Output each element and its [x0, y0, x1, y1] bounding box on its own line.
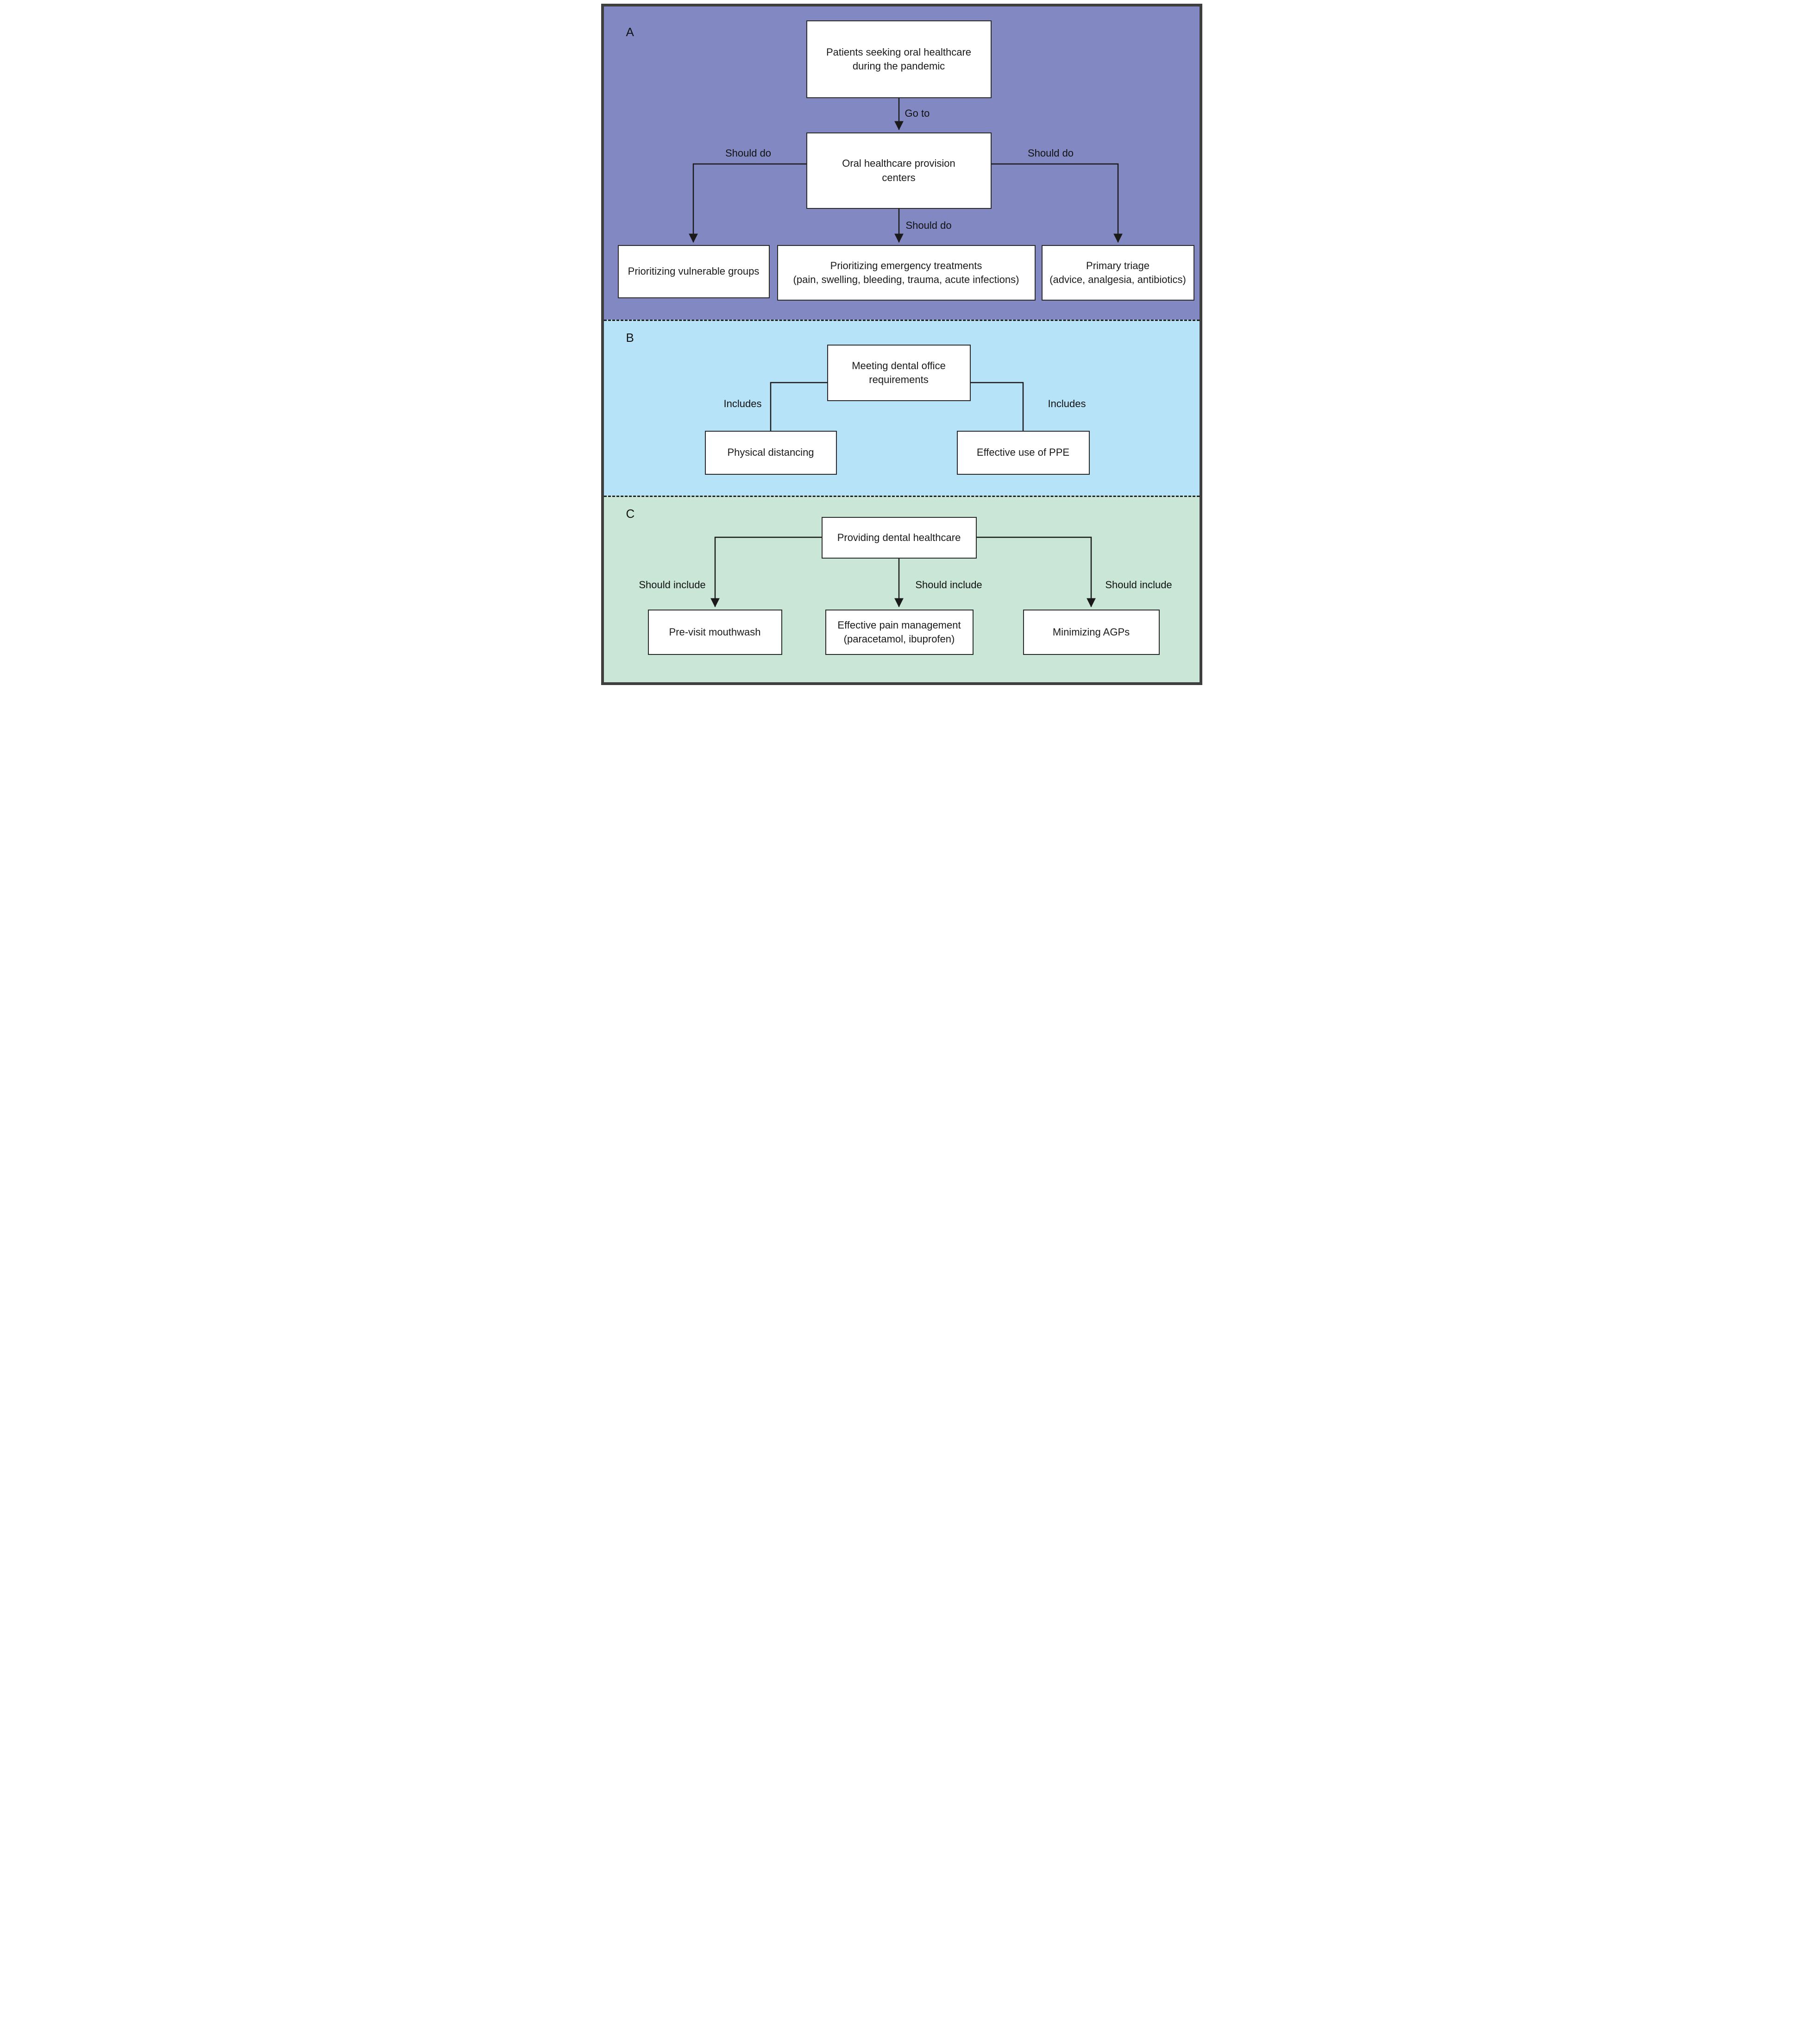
panel-b-label: B [626, 331, 634, 345]
minimizing-agps-box [1023, 610, 1160, 655]
edge-label-should-do-center: Should do [905, 220, 952, 231]
edge-label-includes-left: Includes [723, 398, 762, 409]
dental-office-requirements-box-line-1: Meeting dental office [852, 359, 946, 371]
providing-dental-healthcare-box [822, 517, 977, 559]
pain-management-box-line-1: Effective pain management [837, 619, 961, 631]
ppe-box-line-1: Effective use of PPE [976, 447, 1070, 459]
edge-label-should-include-center: Should include [915, 579, 982, 591]
edge-label-includes-right: Includes [1048, 398, 1086, 409]
primary-triage-box [1042, 245, 1194, 301]
pre-visit-mouthwash-box-line-1: Pre-visit mouthwash [669, 626, 761, 638]
patients-box-line-1: Patients seeking oral healthcare [826, 46, 972, 58]
physical-distancing-box-line-1: Physical distancing [727, 447, 814, 459]
patients-box-line-2: during the pandemic [852, 60, 945, 72]
edge-label-should-do-left: Should do [725, 147, 772, 159]
pain-management-box-line-2: (paracetamol, ibuprofen) [843, 633, 955, 645]
providing-dental-healthcare-box-line-1: Providing dental healthcare [837, 531, 961, 543]
vulnerable-groups-box-line-1: Prioritizing vulnerable groups [628, 265, 760, 277]
vulnerable-groups-box [618, 245, 770, 298]
pain-management-box [825, 610, 974, 655]
edge-label-should-include-left: Should include [639, 579, 706, 591]
centers-box-line-1: Oral healthcare provision [842, 157, 955, 170]
centers-box [806, 132, 992, 209]
patients-box [806, 20, 992, 98]
minimizing-agps-box-line-1: Minimizing AGPs [1052, 626, 1130, 638]
flowchart [601, 4, 1202, 685]
dental-office-requirements-box [827, 345, 971, 401]
centers-box-line-2: centers [882, 171, 916, 183]
edge-label-should-include-right: Should include [1105, 579, 1172, 591]
emergency-treatments-box-line-1: Prioritizing emergency treatments [830, 259, 982, 271]
edge-label-should-do-right: Should do [1027, 147, 1074, 159]
primary-triage-box-line-2: (advice, analgesia, antibiotics) [1049, 274, 1186, 285]
primary-triage-box-line-1: Primary triage [1086, 259, 1150, 271]
dental-office-requirements-box-line-2: requirements [869, 374, 929, 385]
emergency-treatments-box [777, 245, 1036, 301]
panel-c-label: C [626, 507, 635, 521]
panel-a-label: A [626, 25, 634, 39]
pre-visit-mouthwash-box [648, 610, 782, 655]
physical-distancing-box [705, 431, 837, 475]
edge-label-go-to: Go to [905, 107, 930, 119]
emergency-treatments-box-line-2: (pain, swelling, bleeding, trauma, acute infections) [793, 274, 1019, 285]
ppe-box [957, 431, 1090, 475]
